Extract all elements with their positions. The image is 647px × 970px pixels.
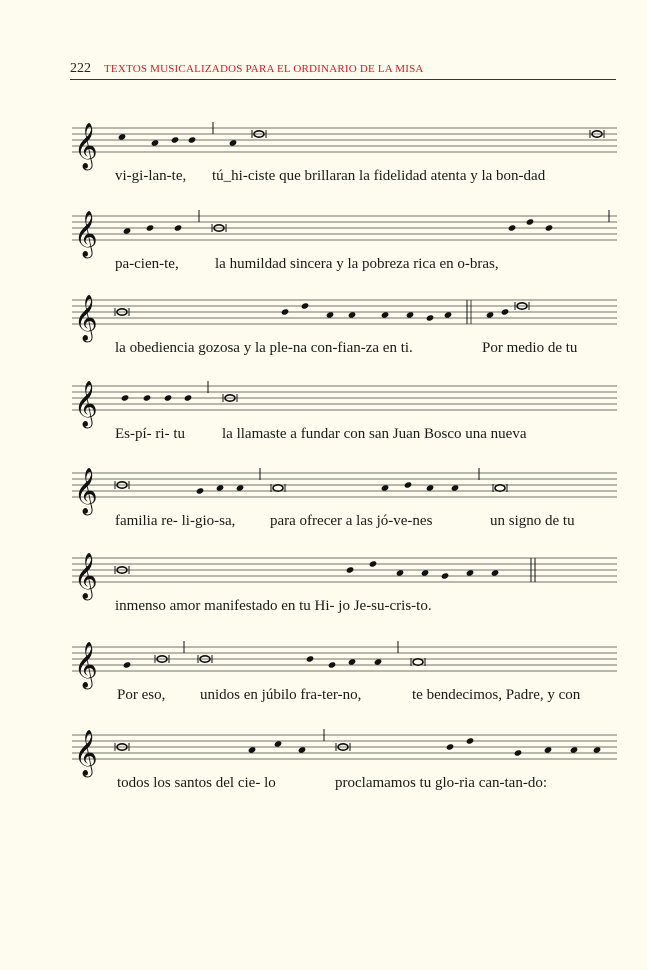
treble-clef-icon: 𝄞 bbox=[74, 123, 98, 169]
treble-clef-icon: 𝄞 bbox=[74, 211, 98, 257]
lyric-line: pa-cien-te, bbox=[115, 256, 179, 272]
music-system bbox=[0, 722, 647, 802]
staff bbox=[0, 634, 647, 694]
page-header bbox=[70, 60, 616, 80]
treble-clef-icon: 𝄞 bbox=[74, 381, 98, 427]
lyric-line: la obediencia gozosa y la ple-na con-fian-za en ti. bbox=[115, 340, 413, 356]
music-system bbox=[0, 634, 647, 714]
music-system bbox=[0, 373, 647, 453]
music-system bbox=[0, 460, 647, 540]
lyric-line: Por medio de tu bbox=[482, 340, 578, 356]
staff bbox=[0, 203, 647, 263]
lyric-line: familia re- li-gio-sa, bbox=[115, 513, 236, 529]
lyric-line: te bendecimos, Padre, y con bbox=[412, 687, 581, 703]
lyric-line: para ofrecer a las jó-ve-nes bbox=[270, 513, 433, 529]
staff bbox=[0, 722, 647, 782]
music-system bbox=[0, 287, 647, 367]
lyric-line: todos los santos del cie- lo bbox=[117, 775, 276, 791]
lyric-line: vi-gi-lan-te, bbox=[115, 168, 187, 184]
staff bbox=[0, 287, 647, 347]
staff bbox=[0, 545, 647, 605]
treble-clef-icon: 𝄞 bbox=[74, 730, 98, 776]
lyric-line: un signo de tu bbox=[490, 513, 575, 529]
lyric-line: la llamaste a fundar con san Juan Bosco una nueva bbox=[222, 426, 527, 442]
treble-clef-icon: 𝄞 bbox=[74, 295, 98, 341]
page-number: 222 bbox=[70, 61, 91, 76]
lyric-line: tú_hi-ciste que brillaran la fidelidad atenta y la bon-dad bbox=[212, 168, 546, 184]
note-group bbox=[123, 210, 609, 235]
staff bbox=[0, 373, 647, 433]
lyric-line: la humildad sincera y la pobreza rica en o-bras, bbox=[215, 256, 499, 272]
music-system bbox=[0, 203, 647, 283]
staff bbox=[0, 460, 647, 520]
lyric-line: Es-pí- ri- tu bbox=[115, 426, 185, 442]
music-system bbox=[0, 545, 647, 625]
treble-clef-icon: 𝄞 bbox=[74, 642, 98, 688]
treble-clef-icon: 𝄞 bbox=[74, 468, 98, 514]
note-group bbox=[118, 122, 604, 147]
note-group bbox=[121, 381, 237, 402]
lyric-line: Por eso, bbox=[117, 687, 166, 703]
running-title: TEXTOS MUSICALIZADOS PARA EL ORDINARIO DE LA MISA bbox=[104, 63, 424, 75]
lyric-line: unidos en júbilo fra-ter-no, bbox=[200, 687, 362, 703]
treble-clef-icon: 𝄞 bbox=[74, 553, 98, 599]
music-system bbox=[0, 115, 647, 195]
lyric-line: proclamamos tu glo-ria can-tan-do: bbox=[335, 775, 548, 791]
staff bbox=[0, 115, 647, 175]
lyric-line: inmenso amor manifestado en tu Hi- jo Je-su-cris-to. bbox=[115, 598, 432, 614]
